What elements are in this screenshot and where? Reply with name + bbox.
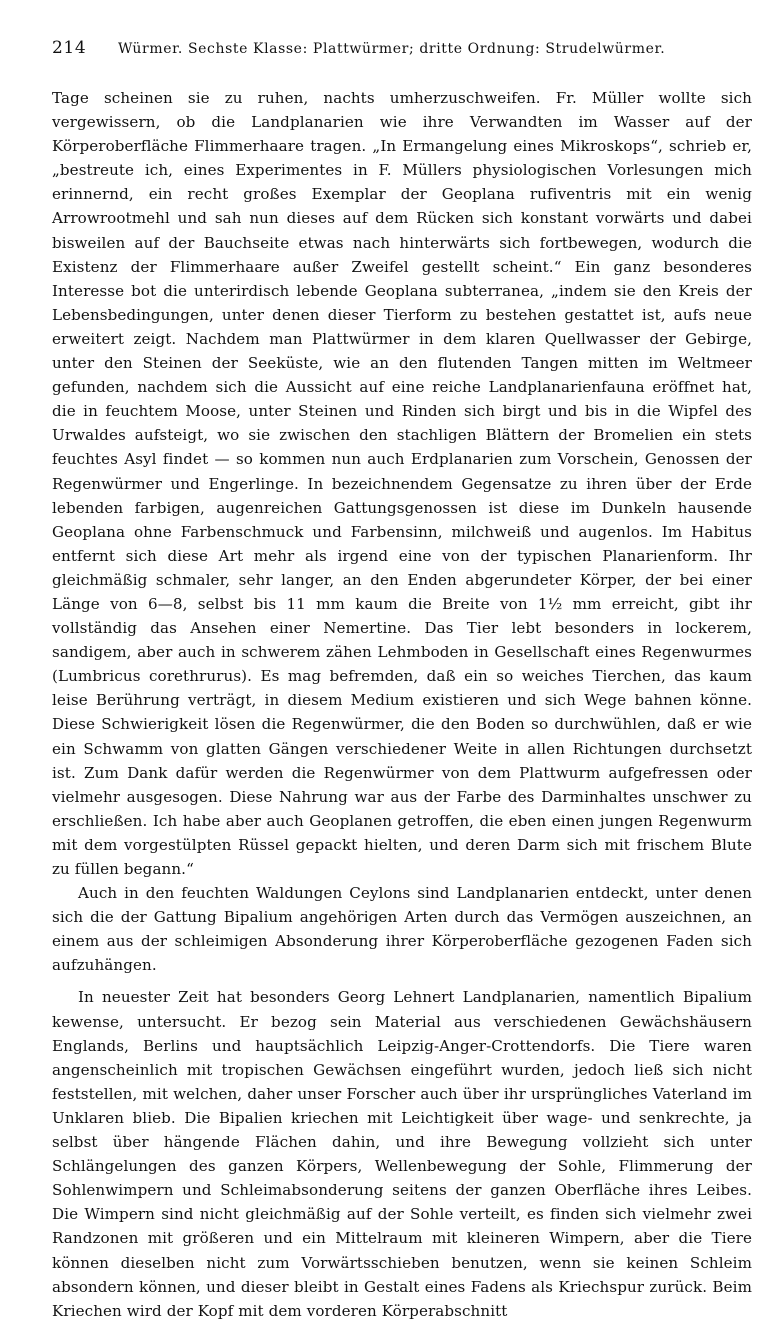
paragraph-1: Tage scheinen sie zu ruhen, nachts umherzuschweifen. Fr. Müller wollte sich vergewissern, ob die Landplanarien wie ihre Verwandten im Wasser auf der Körperoberfläche Flimmerhaare tragen. „In Ermangelung eines Mikroskops“, schrieb er, „bestreute ich, eines Experimentes in F. Müllers physiologischen Vorlesungen mich erinnernd, ein recht großes Exemplar der Geoplana rufiventris mit ein wenig Arrowrootmehl und sah nun dieses auf dem Rücken sich konstant vorwärts und dabei bisweilen auf der Bauchseite etwas nach hinterwärts sich fortbewegen, wodurch die Existenz der Flimmerhaare außer Zweifel gestellt scheint.“ Ein ganz besonderes Interesse bot die unterirdisch lebende Geoplana subterranea, „indem sie den Kreis der Lebensbedingungen, unter denen dieser Tierform zu bestehen gestattet ist, aufs neue erweitert zeigt. Nachdem man Plattwürmer in dem klaren Quellwasser der Gebirge, unter den Steinen der Seeküste, wie an den flutenden Tangen mitten im Weltmeer gefunden, nachdem sich die Aussicht auf eine reiche Landplanarienfauna eröffnet hat, die in feuchtem Moose, unter Steinen und Rinden sich birgt und bis in die Wipfel des Urwaldes aufsteigt, wo sie zwischen den stachligen Blättern der Bromelien ein stets feuchtes Asyl findet — so kommen nun auch Erdplanarien zum Vorschein, Genossen der Regenwürmer und Engerlinge. In bezeichnendem Gegensatze zu ihren über der Erde lebenden farbigen, augenreichen Gattungsgenossen ist diese im Dunkeln hausende Geoplana ohne Farbenschmuck und Farbensinn, milchweiß und augenlos. Im Habitus entfernt sich diese Art mehr als irgend eine von der typischen Planarienform. Ihr gleichmäßig schmaler, sehr langer, an den Enden abgerundeter Körper, der bei einer Länge von 6—8, selbst bis 11 mm kaum die Breite von 1½ mm erreicht, gibt ihr vollständig das Ansehen einer Nemertine. Das Tier lebt besonders in lockerem, sandigem, aber auch in schwerem zähen Lehmboden in Gesellschaft eines Regenwurmes (Lumbricus corethrurus). Es mag befremden, daß ein so weiches Tierchen, das kaum leise Berührung verträgt, in diesem Medium existieren und sich Wege bahnen könne. Diese Schwierigkeit lösen die Regenwürmer, die den Boden so durchwühlen, daß er wie ein Schwamm von glatten Gängen verschiedener Weite in allen Richtungen durchsetzt ist. Zum Dank dafür werden die Regenwürmer von dem Plattwurm aufgefressen oder vielmehr ausgesogen. Diese Nahrung war aus der Farbe des Darminhaltes unschwer zu erschließen. Ich habe aber auch Geoplanen getroffen, die eben einen jungen Regenwurm mit dem vorgestülpten Rüssel gepackt hielten, und deren Darm sich mit frischem Blute zu füllen begann.“ <box>52 89 752 878</box>
running-title: Würmer. Sechste Klasse: Plattwürmer; dritte Ordnung: Strudelwürmer. <box>118 41 666 57</box>
body-text <box>52 86 752 1323</box>
book-page <box>52 38 752 1323</box>
page-number: 214 <box>52 38 87 58</box>
paragraph-2: Auch in den feuchten Waldungen Ceylons sind Landplanarien entdeckt, unter denen sich die der Gattung Bipalium angehörigen Arten durch das Vermögen auszeichnen, an einem aus der schleimigen Absonderung ihrer Körperoberfläche gezogenen Faden sich aufzuhängen. <box>52 884 752 975</box>
paragraph-3: In neuester Zeit hat besonders Georg Lehnert Landplanarien, namentlich Bipalium kewense, untersucht. Er bezog sein Material aus verschiedenen Gewächshäusern Englands, Berlins und hauptsächlich Leipzig-Anger-Crottendorfs. Die Tiere waren angenscheinlich mit tropischen Gewächsen eingeführt wurden, jedoch ließ sich nicht feststellen, mit welchen, daher unser Forscher auch über ihr ursprüngliches Vaterland im Unklaren blieb. Die Bipalien kriechen mit Leichtigkeit über wage- und senkrechte, ja selbst über hängende Flächen dahin, und ihre Bewegung vollzieht sich unter Schlängelungen des ganzen Körpers, Wellenbewegung der Sohle, Flimmerung der Sohlenwimpern und Schleimabsonderung seitens der ganzen Oberfläche ihres Leibes. Die Wimpern sind nicht gleichmäßig auf der Sohle verteilt, es finden sich vielmehr zwei Randzonen mit größeren und ein Mittelraum mit kleineren Wimpern, aber die Tiere können dieselben nicht zum Vorwärtsschieben benutzen, wenn sie keinen Schleim absondern können, und dieser bleibt in Gestalt eines Fadens als Kriechspur zurück. Beim Kriechen wird der Kopf mit dem vorderen Körperabschnitt <box>52 988 752 1320</box>
running-header <box>52 38 752 72</box>
